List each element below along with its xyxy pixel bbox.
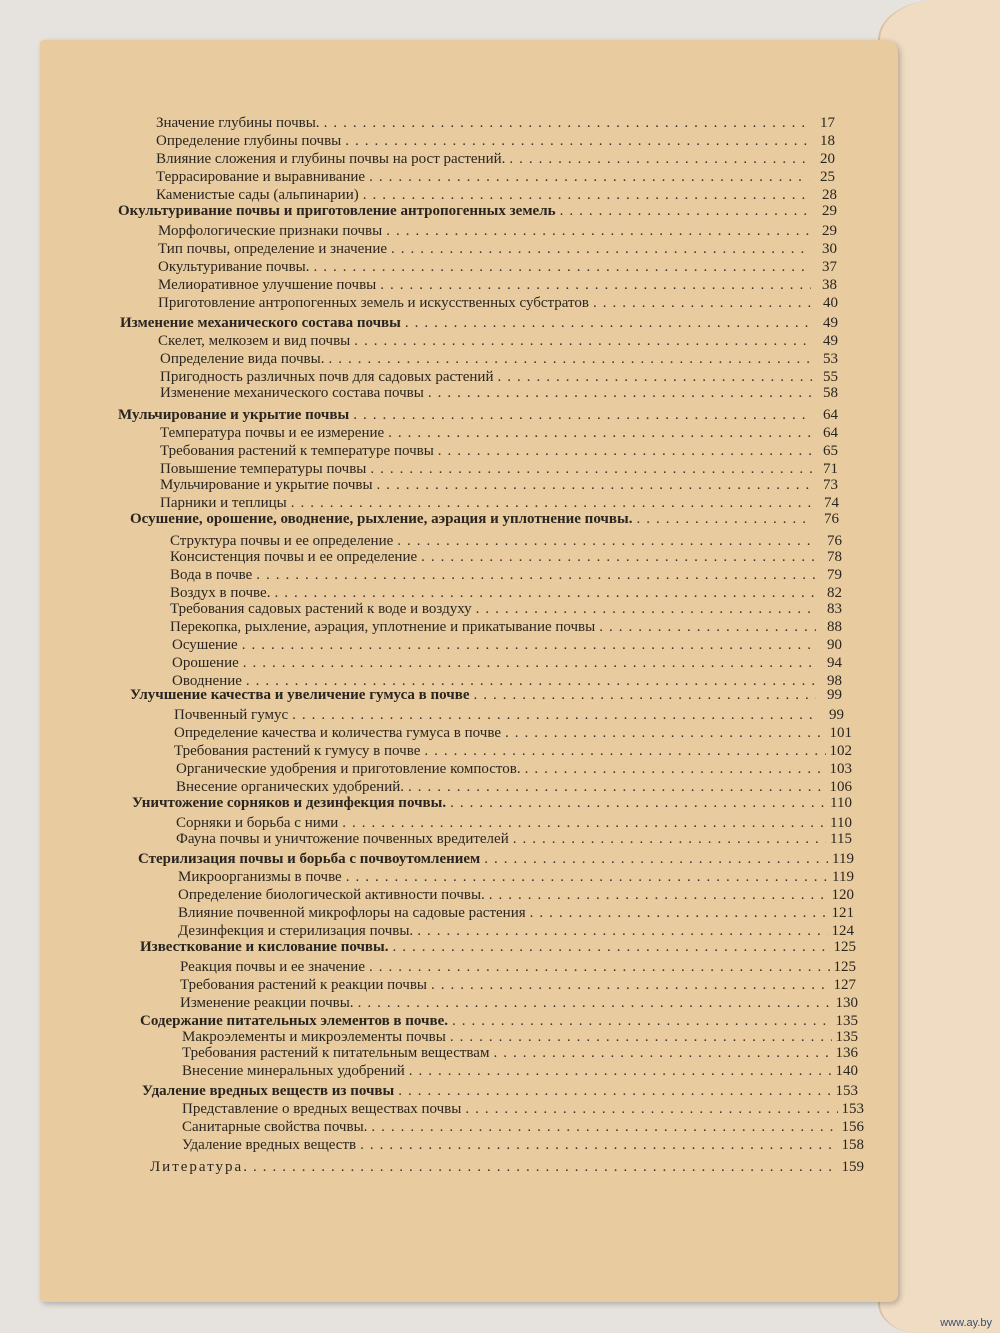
toc-dot-leader [505,724,826,743]
toc-dot-leader [398,1082,831,1101]
toc-entry-title: Внесение органических удобрений. [176,779,404,795]
toc-entry [176,830,852,849]
toc-entry-page-number: 20 [820,151,835,167]
toc-entry [180,976,856,995]
toc-entry-page-number: 98 [827,673,842,689]
toc-entry-title: Оводнение [172,673,242,689]
toc-entry-title: Требования растений к питательным веществам [182,1045,490,1061]
toc-entry-page-number: 73 [823,477,838,493]
toc-entry [158,332,838,351]
toc-dot-leader [253,1158,838,1177]
toc-entry-title: Определение качества и количества гумуса в почве [174,725,501,741]
toc-entry-page-number: 103 [829,761,852,777]
toc-entry-title: Мелиоративное улучшение почвы [158,277,377,293]
toc-entry-page-number: 40 [823,295,838,311]
toc-dot-leader [509,150,809,169]
toc-dot-leader [428,384,812,403]
toc-entry-page-number: 64 [823,425,838,441]
toc-section-entry [132,794,852,813]
toc-entry [170,548,842,567]
toc-entry [156,132,835,151]
toc-dot-leader [380,276,811,295]
toc-entry-title: Определение глубины почвы [156,133,342,149]
toc-entry [174,742,852,761]
toc-entry-page-number: 156 [841,1119,864,1135]
toc-entry-title: Воздух в почве. [170,585,271,601]
toc-bibliography-entry [150,1158,864,1177]
toc-entry-title: Удаление вредных веществ [182,1137,357,1153]
toc-entry-title: Террасирование и выравнивание [156,169,366,185]
toc-entry-title: Требования растений к гумусу в почве [174,743,421,759]
toc-section-entry [130,686,842,705]
toc-entry-title: Тип почвы, определение и значение [158,241,388,257]
toc-dot-leader [391,240,811,259]
toc-dot-leader [377,476,812,495]
toc-entry-page-number: 121 [831,905,854,921]
toc-entry-title: Изменение реакции почвы. [180,995,354,1011]
toc-entry-title: Дезинфекция и стерилизация почвы. [178,923,414,939]
toc-dot-leader [599,618,816,637]
toc-entry-page-number: 140 [835,1063,858,1079]
toc-entry [172,636,842,655]
toc-dot-leader [593,294,812,313]
toc-entry-page-number: 110 [830,795,852,811]
toc-entry-page-number: 90 [827,637,842,653]
toc-dot-leader [560,202,811,221]
toc-entry-title: Перекопка, рыхление, аэрация, уплотнение и прикатывание почвы [170,619,596,635]
toc-dot-leader [358,994,832,1013]
toc-entry-page-number: 53 [823,351,838,367]
toc-entry [174,724,852,743]
toc-entry [172,654,842,673]
toc-entry-page-number: 135 [835,1013,858,1029]
toc-entry-title: Санитарные свойства почвы. [182,1119,368,1135]
toc-dot-leader [371,1118,837,1137]
toc-dot-leader [424,742,825,761]
toc-entry-page-number: 55 [823,369,838,385]
toc-entry-title: Каменистые сады (альпинарии) [156,187,359,203]
toc-entry-page-number: 38 [822,277,837,293]
toc-dot-leader [409,1062,832,1081]
toc-entry-page-number: 76 [827,533,842,549]
toc-dot-leader [431,976,830,995]
toc-entry [158,222,837,241]
toc-entry-page-number: 71 [823,461,838,477]
toc-section-entry [142,1082,858,1101]
toc-entry-title: Требования садовых растений к воде и воздуху [170,601,472,617]
toc-entry-title: Улучшение качества и увеличение гумуса в почве [130,687,470,703]
toc-entry-title: Парники и теплицы [160,495,287,511]
toc-entry-page-number: 79 [827,567,842,583]
toc-entry-page-number: 78 [827,549,842,565]
toc-entry [182,1118,864,1137]
toc-section-entry [120,314,838,333]
toc-entry-title: Содержание питательных элементов в почве. [140,1013,449,1029]
toc-entry-page-number: 99 [829,707,844,723]
toc-entry-page-number: 28 [822,187,837,203]
toc-entry-title: Окультуривание почвы и приготовление антропогенных земель [118,203,556,219]
toc-dot-leader [292,706,818,725]
toc-dot-leader [243,654,816,673]
toc-dot-leader [360,1136,837,1155]
toc-entry [176,760,852,779]
toc-entry-title: Определение биологической активности почвы. [178,887,485,903]
toc-entry-page-number: 30 [822,241,837,257]
table-of-contents [40,40,898,1302]
toc-dot-leader [465,1100,837,1119]
toc-entry-title: Морфологические признаки почвы [158,223,383,239]
toc-entry-page-number: 25 [820,169,835,185]
toc-entry [170,618,842,637]
toc-entry-title: Представление о вредных веществах почвы [182,1101,462,1117]
toc-entry-page-number: 159 [841,1159,864,1175]
toc-entry-title: Окультуривание почвы. [158,259,310,275]
toc-entry-title: Значение глубины почвы. [156,115,320,131]
toc-entry-title: Известкование и кислование почвы. [140,939,389,955]
toc-entry-page-number: 125 [833,939,856,955]
toc-dot-leader [421,548,816,567]
toc-dot-leader [636,510,813,529]
toc-entry-title: Мульчирование и укрытие почвы [118,407,350,423]
toc-dot-leader [354,332,812,351]
toc-entry [158,294,838,313]
toc-entry-title: Мульчирование и укрытие почвы [160,477,373,493]
toc-entry [160,442,838,461]
toc-dot-leader [345,132,809,151]
toc-entry-page-number: 76 [824,511,839,527]
toc-entry [170,566,842,585]
toc-dot-leader [489,886,828,905]
toc-entry-page-number: 124 [831,923,854,939]
toc-dot-leader [324,114,809,133]
toc-entry-title: Внесение минеральных удобрений [182,1063,405,1079]
toc-dot-leader [242,636,816,655]
toc-entry-page-number: 115 [830,831,852,847]
toc-entry-title: Микроорганизмы в почве [178,869,342,885]
toc-entry-page-number: 125 [833,959,856,975]
toc-entry [182,1100,864,1119]
toc-entry [160,384,838,403]
toc-entry [158,276,837,295]
toc-entry [178,886,854,905]
toc-dot-leader [386,222,811,241]
toc-entry-page-number: 136 [835,1045,858,1061]
toc-dot-leader [525,760,826,779]
toc-entry-title: Фауна почвы и уничтожение почвенных вредителей [176,831,509,847]
toc-dot-leader [346,868,828,887]
watermark: www.ay.by [940,1317,992,1329]
toc-entry-title: Почвенный гумус [174,707,289,723]
toc-entry-title: Консистенция почвы и ее определение [170,549,418,565]
toc-entry-page-number: 37 [822,259,837,275]
toc-entry-page-number: 83 [827,601,842,617]
toc-dot-leader [369,168,809,187]
toc-entry-page-number: 119 [832,851,854,867]
toc-entry-page-number: 135 [835,1029,858,1045]
toc-entry-title: Удаление вредных веществ из почвы [142,1083,395,1099]
toc-entry-title: Приготовление антропогенных земель и искусственных субстратов [158,295,589,311]
toc-entry-page-number: 127 [833,977,856,993]
toc-entry-title: Осушение [172,637,238,653]
toc-entry-title: Сорняки и борьба с ними [176,815,339,831]
toc-entry-title: Температура почвы и ее измерение [160,425,385,441]
toc-entry-page-number: 130 [835,995,858,1011]
toc-entry-title: Литература. [150,1159,249,1175]
toc-dot-leader [450,794,826,813]
toc-section-entry [138,850,854,869]
toc-entry-title: Определение вида почвы. [160,351,325,367]
toc-entry [160,476,838,495]
toc-entry [174,706,844,725]
toc-entry-page-number: 49 [823,333,838,349]
toc-entry-title: Скелет, мелкозем и вид почвы [158,333,351,349]
toc-entry-title: Изменение механического состава почвы [160,385,424,401]
toc-entry [170,600,842,619]
toc-entry-page-number: 18 [820,133,835,149]
toc-dot-leader [484,850,828,869]
toc-section-entry [118,202,837,221]
toc-entry [158,240,837,259]
toc-entry [178,868,854,887]
toc-entry-title: Изменение механического состава почвы [120,315,401,331]
toc-dot-leader [392,938,829,957]
toc-entry-page-number: 153 [835,1083,858,1099]
toc-entry-title: Стерилизация почвы и борьба с почвоутомлением [138,851,481,867]
toc-entry-page-number: 102 [829,743,852,759]
toc-entry [156,150,835,169]
toc-dot-leader [530,904,828,923]
toc-entry [156,168,835,187]
toc-entry-page-number: 119 [832,869,854,885]
toc-dot-leader [256,566,816,585]
toc-entry-title: Уничтожение сорняков и дезинфекция почвы. [132,795,447,811]
toc-entry-title: Органические удобрения и приготовление компостов. [176,761,521,777]
toc-dot-leader [328,350,812,369]
toc-entry-title: Пригодность различных почв для садовых растений [160,369,494,385]
toc-dot-leader [493,1044,831,1063]
toc-entry-page-number: 29 [822,223,837,239]
toc-entry-page-number: 82 [827,585,842,601]
toc-entry-page-number: 74 [824,495,839,511]
toc-entry-page-number: 17 [820,115,835,131]
toc-dot-leader [474,686,817,705]
toc-entry-title: Макроэлементы и микроэлементы почвы [182,1029,446,1045]
toc-dot-leader [314,258,812,277]
toc-entry-title: Требования растений к реакции почвы [180,977,427,993]
toc-entry-title: Влияние сложения и глубины почвы на рост растений. [156,151,506,167]
toc-entry-title: Орошение [172,655,239,671]
toc-dot-leader [353,406,812,425]
toc-entry-page-number: 106 [829,779,852,795]
toc-section-entry [140,938,856,957]
toc-entry-page-number: 101 [829,725,852,741]
toc-entry [182,1136,864,1155]
toc-entry-page-number: 153 [841,1101,864,1117]
toc-entry-title: Влияние почвенной микрофлоры на садовые растения [178,905,526,921]
toc-entry-title: Структура почвы и ее определение [170,533,394,549]
toc-entry [182,1062,858,1081]
toc-entry-title: Требования растений к температуре почвы [160,443,434,459]
toc-entry-page-number: 58 [823,385,838,401]
toc-entry-page-number: 49 [823,315,838,331]
toc-entry [180,958,856,977]
toc-dot-leader [405,314,812,333]
toc-section-entry [118,406,838,425]
toc-entry-page-number: 65 [823,443,838,459]
toc-entry [182,1044,858,1063]
toc-entry-title: Реакция почвы и ее значение [180,959,365,975]
toc-entry-page-number: 110 [830,815,852,831]
toc-entry-title: Повышение температуры почвы [160,461,367,477]
toc-entry [160,350,838,369]
toc-entry-page-number: 99 [827,687,842,703]
toc-dot-leader [388,424,812,443]
toc-dot-leader [513,830,826,849]
toc-entry [156,114,835,133]
toc-section-entry [130,510,839,529]
toc-entry [178,904,854,923]
toc-entry-page-number: 94 [827,655,842,671]
toc-entry-page-number: 158 [841,1137,864,1153]
toc-entry-page-number: 64 [823,407,838,423]
toc-dot-leader [369,958,830,977]
toc-dot-leader [438,442,812,461]
toc-entry [160,424,838,443]
toc-entry-title: Вода в почве [170,567,253,583]
toc-dot-leader [476,600,816,619]
toc-entry [158,258,837,277]
toc-entry [180,994,858,1013]
toc-entry-page-number: 88 [827,619,842,635]
toc-entry-page-number: 29 [822,203,837,219]
toc-entry-title: Осушение, орошение, оводнение, рыхление, аэрация и уплотнение почвы. [130,511,633,527]
toc-entry-page-number: 120 [831,887,854,903]
